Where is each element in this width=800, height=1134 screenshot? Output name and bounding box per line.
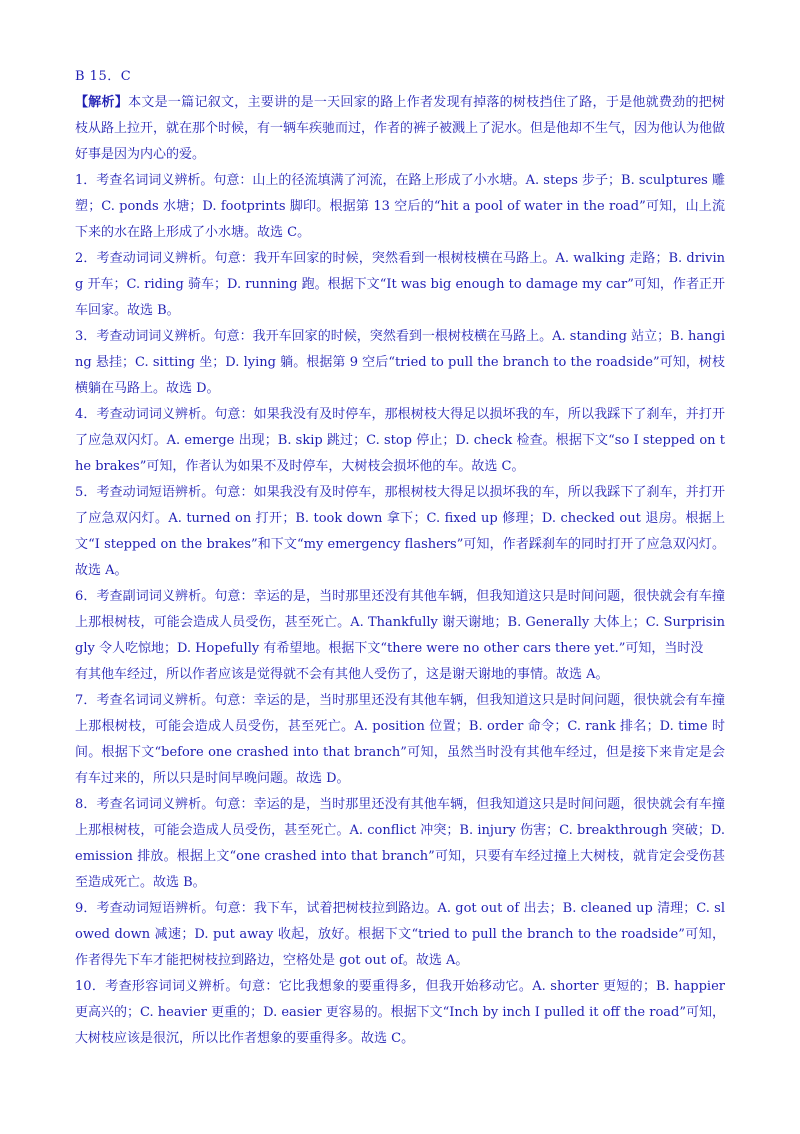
explanation-item-6: 6．考查副词词义辨析。句意：幸运的是，当时那里还没有其他车辆，但我知道这只是时间问题，很快就会有车撞上那根树枝，可能会造成人员受伤，甚至死亡。A. Thankfully 谢天谢地；B. Generally 大体上；C. Surprisingly 令人吃惊地；D. Hopefully 有希望地。根据下文“there were no other cars there yet.”可知，当时没 xyxy=(75,589,725,656)
explanation-item-7: 7．考查名词词义辨析。句意：幸运的是，当时那里还没有其他车辆，但我知道这只是时间问题，很快就会有车撞上那根树枝，可能会造成人员受伤，甚至死亡。A. position 位置；B. order 命令；C. rank 排名；D. time 时间。根据下文“before one crashed into that branch”可知，虽然当时没有其他车经过，但是接下来肯定是会有车过来的，所以只是时间早晚问题。故选 D。 xyxy=(75,693,725,786)
explanation-item-9: 9．考查动词短语辨析。句意：我下车，试着把树枝拉到路边。A. got out of 出去；B. cleaned up 清理；C. slowed down 减速；D. put away 收起，放好。根据下文“tried to pull the branch to the roadside”可知，作者得先下车才能把树枝拉到路边，空格处是 got out of。故选 A。 xyxy=(75,901,725,968)
explanation-item-1: 1．考查名词词义辨析。句意：山上的径流填满了河流，在路上形成了小水塘。A. steps 步子；B. sculptures 雕塑；C. ponds 水塘；D. footprints 脚印。根据第 13 空后的“hit a pool of water in the road”可知，山上流下来的水在路上形成了小水塘。故选 C。 xyxy=(75,173,725,240)
explanation-item-3: 3．考查动词词义辨析。句意：我开车回家的时候，突然看到一根树枝横在马路上。A. standing 站立；B. hanging 悬挂；C. sitting 坐；D. lying 躺。根据第 9 空后“tried to pull the branch to the roadside”可知，树枝横躺在马路上。故选 D。 xyxy=(75,329,725,396)
explanation-item-2: 2．考查动词词义辨析。句意：我开车回家的时候，突然看到一根树枝横在马路上。A. walking 走路；B. driving 开车；C. riding 骑车；D. running 跑。根据下文“It was big enough to damage my car”可知，作者正开车回家。故选 B。 xyxy=(75,251,725,318)
explanation-item-4: 4．考查动词词义辨析。句意：如果我没有及时停车，那根树枝大得足以损坏我的车，所以我踩下了刹车，并打开了应急双闪灯。A. emerge 出现；B. skip 跳过；C. stop 停止；D. check 检查。根据下文“so I stepped on the brakes”可知，作者认为如果不及时停车，大树枝会损坏他的车。故选 C。 xyxy=(75,407,725,474)
explanation-item-6-continued: 有其他车经过，所以作者应该是觉得就不会有其他人受伤了，这是谢天谢地的事情。故选 A。 xyxy=(75,667,609,682)
analysis-paragraph xyxy=(75,90,725,168)
explanation-item-10: 10．考查形容词词义辨析。句意：它比我想象的要重得多，但我开始移动它。A. shorter 更短的；B. happier 更高兴的；C. heavier 更重的；D. easier 更容易的。根据下文“Inch by inch I pulled it off the road”可知，大树枝应该是很沉，所以比作者想象的要重得多。故选 C。 xyxy=(75,979,726,1046)
explanation-item-8: 8．考查名词词义辨析。句意：幸运的是，当时那里还没有其他车辆，但我知道这只是时间问题，很快就会有车撞上那根树枝，可能会造成人员受伤，甚至死亡。A. conflict 冲突；B. injury 伤害；C. breakthrough 突破；D. emission 排放。根据上文“one crashed into that branch”可知，只要有车经过撞上大树枝，就肯定会受伤甚至造成死亡。故选 B。 xyxy=(75,797,725,890)
analysis-label: 【解析】 xyxy=(75,95,129,110)
explanation-item-5: 5．考查动词短语辨析。句意：如果我没有及时停车，那根树枝大得足以损坏我的车，所以我踩下了刹车，并打开了应急双闪灯。A. turned on 打开；B. took down 拿下；C. fixed up 修理；D. checked out 退房。根据上文“I stepped on the brakes”和下文“my emergency flashers”可知，作者踩刹车的同时打开了应急双闪灯。故选 A。 xyxy=(75,485,725,578)
document-page xyxy=(75,64,725,1052)
answer-line: B 15．C xyxy=(75,69,132,84)
analysis-text: 本文是一篇记叙文，主要讲的是一天回家的路上作者发现有掉落的树枝挡住了路，于是他就费劲的把树枝从路上拉开，就在那个时候，有一辆车疾驰而过，作者的裤子被溅上了泥水。但是他却不生气，因为他认为他做好事是因为内心的爱。 xyxy=(75,95,726,162)
